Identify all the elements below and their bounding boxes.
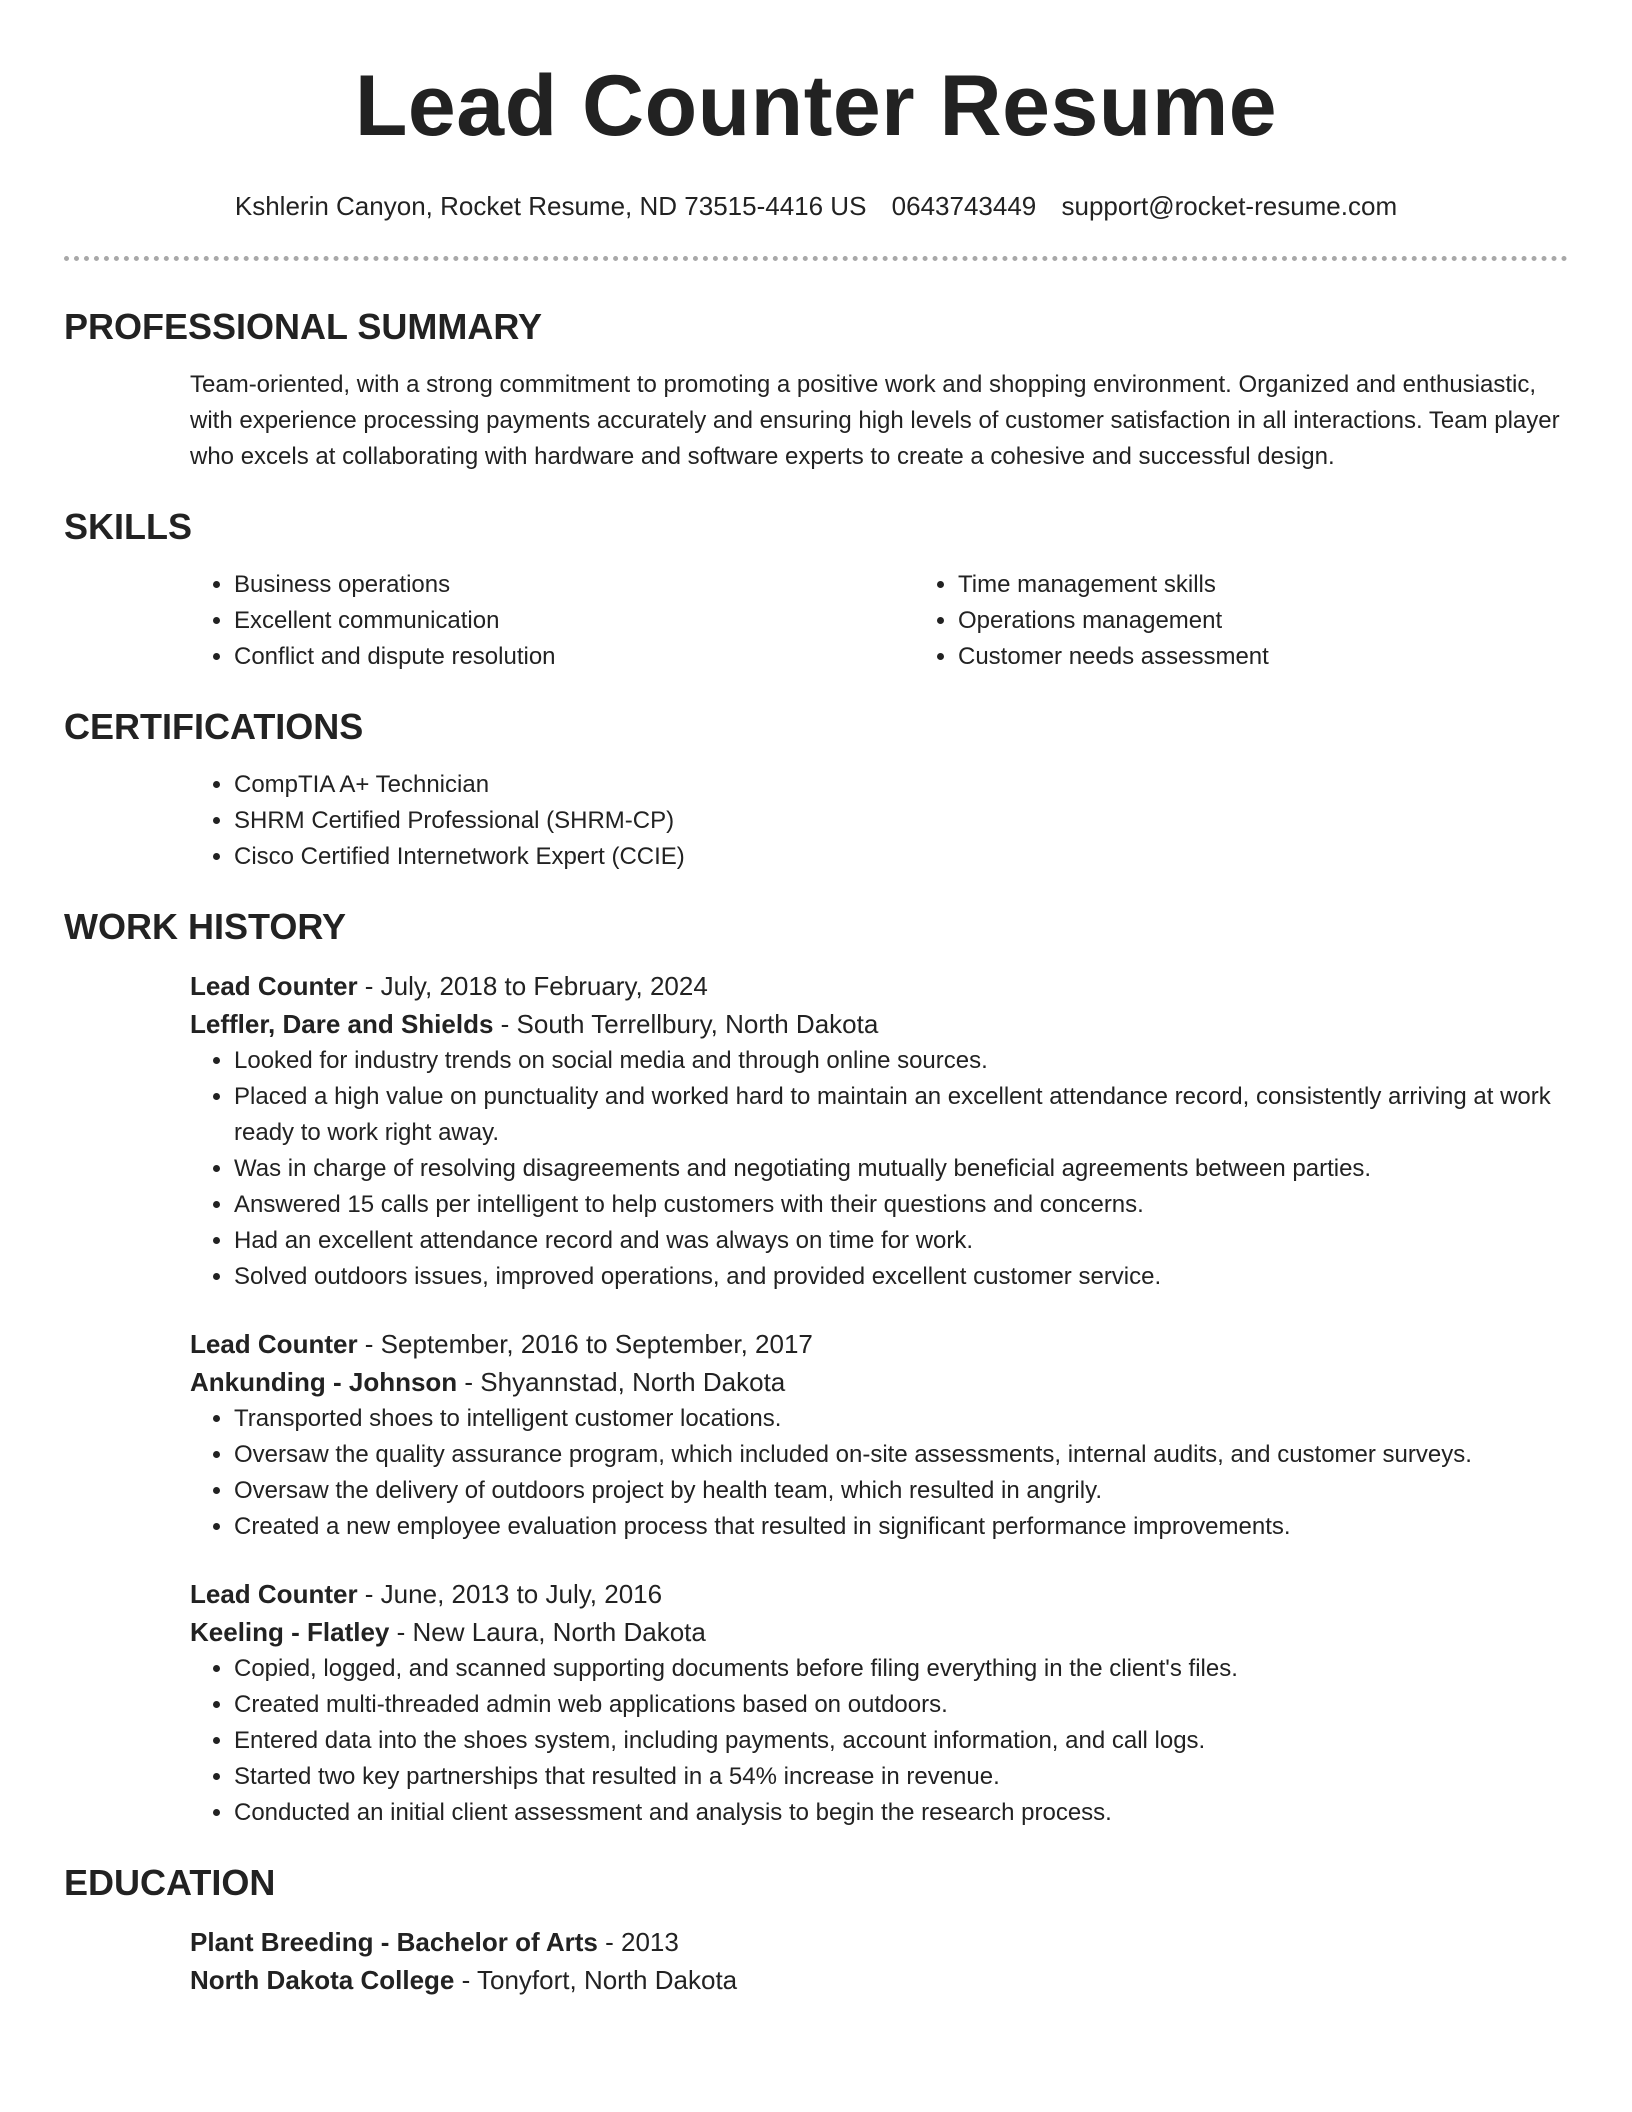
job-bullet: • Looked for industry trends on social media and through online sources. (234, 1043, 1568, 1079)
job-bullet: • Solved outdoors issues, improved operations, and provided excellent customer service. (234, 1259, 1568, 1295)
job-company-line (190, 1613, 1568, 1651)
contact-address: Kshlerin Canyon, Rocket Resume, ND 73515-4416 US (234, 191, 867, 221)
certification-item: • Cisco Certified Internetwork Expert (CCIE) (234, 839, 1568, 875)
education-degree: Plant Breeding - Bachelor of Arts (190, 1927, 598, 1957)
job-bullets (190, 1651, 1568, 1831)
job-bullet: • Was in charge of resolving disagreements and negotiating mutually beneficial agreements between parties. (234, 1151, 1568, 1187)
job-bullet: • Oversaw the quality assurance program, which included on-site assessments, internal audits, and customer surveys. (234, 1437, 1568, 1473)
education-school: North Dakota College (190, 1965, 455, 1995)
certifications-section (64, 705, 1568, 875)
header-divider (64, 256, 1568, 261)
job-bullet: • Copied, logged, and scanned supporting documents before filing everything in the client's files. (234, 1651, 1568, 1687)
job-bullets (190, 1401, 1568, 1545)
education-section (64, 1861, 1568, 1999)
contact-line (64, 190, 1568, 222)
education-location: - Tonyfort, North Dakota (454, 1965, 738, 1995)
job-entry (190, 1325, 1568, 1545)
job-bullet: • Created multi-threaded admin web applications based on outdoors. (234, 1687, 1568, 1723)
education-heading: EDUCATION (64, 1862, 276, 1903)
work-history-heading: WORK HISTORY (64, 906, 347, 947)
contact-phone: 0643743449 (891, 191, 1037, 221)
job-role-line (190, 967, 1568, 1005)
skill-item: • Customer needs assessment (958, 639, 1632, 675)
skill-item: • Excellent communication (234, 603, 914, 639)
job-bullet: • Placed a high value on punctuality and worked hard to maintain an excellent attendance record, consistently arriving at work ready to work right away. (234, 1079, 1568, 1151)
job-bullet: • Entered data into the shoes system, including payments, account information, and call logs. (234, 1723, 1568, 1759)
job-location: - New Laura, North Dakota (389, 1617, 706, 1647)
job-dates: - July, 2018 to February, 2024 (357, 971, 708, 1001)
job-role: Lead Counter (190, 1579, 358, 1609)
education-year: - 2013 (597, 1927, 679, 1957)
summary-heading: PROFESSIONAL SUMMARY (64, 306, 543, 347)
job-role: Lead Counter (190, 1329, 358, 1359)
skill-item: • Conflict and dispute resolution (234, 639, 914, 675)
summary-text: Team-oriented, with a strong commitment to promoting a positive work and shopping environment. Organized and enthusiastic, with experience processing payments accurately and ensuring high levels of customer satisfaction in all interactions. Team player who excels at collaborating with hardware and software experts to create a cohesive and successful design. (190, 371, 1560, 470)
education-school-line (190, 1961, 1568, 1999)
job-bullet: • Answered 15 calls per intelligent to help customers with their questions and concerns. (234, 1187, 1568, 1223)
skill-item: • Operations management (958, 603, 1632, 639)
job-role-line (190, 1575, 1568, 1613)
certifications-body (190, 767, 1568, 875)
job-dates: - September, 2016 to September, 2017 (357, 1329, 813, 1359)
job-bullet: • Transported shoes to intelligent customer locations. (234, 1401, 1568, 1437)
certifications-heading: CERTIFICATIONS (64, 706, 364, 747)
certifications-list (190, 767, 1568, 875)
skills-list-right (914, 567, 1632, 675)
job-entry (190, 967, 1568, 1295)
skill-item: • Time management skills (958, 567, 1632, 603)
skills-grid (190, 567, 1568, 675)
job-company-line (190, 1005, 1568, 1043)
job-bullets (190, 1043, 1568, 1295)
skills-heading: SKILLS (64, 506, 193, 547)
job-location: - South Terrellbury, North Dakota (493, 1009, 879, 1039)
summary-body (190, 367, 1568, 475)
job-bullet: • Had an excellent attendance record and was always on time for work. (234, 1223, 1568, 1259)
skills-list-left (190, 567, 914, 675)
education-degree-line (190, 1923, 1568, 1961)
work-history-body (190, 967, 1568, 1831)
job-company: Leffler, Dare and Shields (190, 1009, 494, 1039)
education-body (190, 1923, 1568, 1999)
job-entry (190, 1575, 1568, 1831)
job-company: Ankunding - Johnson (190, 1367, 458, 1397)
job-dates: - June, 2013 to July, 2016 (357, 1579, 663, 1609)
skill-item: • Business operations (234, 567, 914, 603)
job-role-line (190, 1325, 1568, 1363)
contact-email: support@rocket-resume.com (1061, 191, 1398, 221)
job-company-line (190, 1363, 1568, 1401)
resume-title: Lead Counter Resume (354, 58, 1278, 154)
summary-section (64, 305, 1568, 475)
skills-section (64, 505, 1568, 675)
job-company: Keeling - Flatley (190, 1617, 390, 1647)
job-bullet: • Conducted an initial client assessment and analysis to begin the research process. (234, 1795, 1568, 1831)
certification-item: • SHRM Certified Professional (SHRM-CP) (234, 803, 1568, 839)
job-bullet: • Created a new employee evaluation process that resulted in significant performance improvements. (234, 1509, 1568, 1545)
job-role: Lead Counter (190, 971, 358, 1001)
job-bullet: • Oversaw the delivery of outdoors project by health team, which resulted in angrily. (234, 1473, 1568, 1509)
certification-item: • CompTIA A+ Technician (234, 767, 1568, 803)
work-history-section (64, 905, 1568, 1831)
job-bullet: • Started two key partnerships that resulted in a 54% increase in revenue. (234, 1759, 1568, 1795)
job-location: - Shyannstad, North Dakota (457, 1367, 786, 1397)
